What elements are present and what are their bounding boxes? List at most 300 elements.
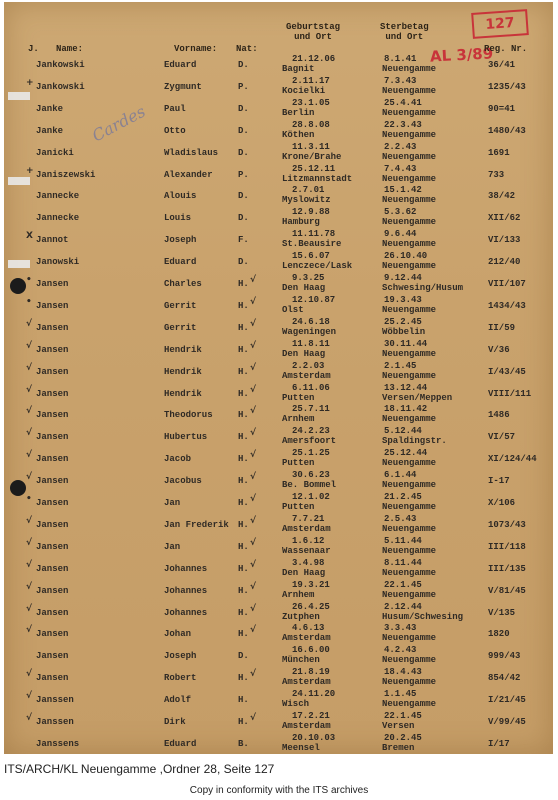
- first-name-cell: Eduard: [164, 60, 197, 70]
- surname-cell: Janicki: [36, 147, 74, 158]
- birth-place-cell: Olst: [282, 304, 304, 315]
- table-row: [4, 732, 553, 754]
- birth-place-cell: Putten: [282, 502, 315, 512]
- margin-mark: √: [26, 318, 33, 329]
- header-registration: Reg. Nr.: [484, 44, 528, 54]
- death-date-cell: 5.11.44: [384, 535, 422, 546]
- death-date-cell: 8.11.44: [384, 557, 422, 568]
- birth-date-cell: 12.1.02: [292, 492, 330, 502]
- surname-cell: Janke: [36, 125, 64, 136]
- nationality-cell: D.: [238, 103, 249, 114]
- header-nationality: Nat:: [236, 44, 258, 54]
- death-date-cell: 6.1.44: [384, 470, 417, 481]
- surname-cell: Janiszewski: [36, 169, 96, 180]
- birth-place-cell: Wisch: [282, 699, 310, 710]
- nationality-cell: F.: [238, 235, 249, 246]
- death-date-cell: 22.1.45: [384, 579, 422, 590]
- table-row: [4, 579, 553, 608]
- first-name-cell: Johan: [164, 629, 192, 640]
- first-name-cell: Gerrit: [164, 300, 197, 311]
- birth-date-cell: 17.2.21: [292, 711, 330, 721]
- first-name-cell: Eduard: [164, 738, 197, 749]
- death-place-cell: Husum/Schwesing: [382, 611, 464, 622]
- birth-date-cell: 16.6.00: [292, 645, 330, 656]
- first-name-cell: Alouis: [164, 191, 197, 202]
- registration-cell: VI/133: [488, 235, 521, 246]
- registration-cell: V/36: [488, 344, 510, 355]
- margin-mark: √: [26, 713, 33, 723]
- margin-mark: √: [26, 669, 33, 680]
- registration-cell: 1486: [488, 410, 510, 421]
- copyright-note: Copy in conformity with the ITS archives: [189, 785, 369, 796]
- birth-place-cell: Myslowitz: [282, 195, 331, 206]
- margin-mark: •: [26, 275, 32, 285]
- birth-date-cell: 21.8.19: [292, 667, 330, 678]
- death-date-cell: 2.2.43: [384, 141, 417, 152]
- birth-place-cell: Den Haag: [282, 348, 326, 359]
- birth-place-cell: Den Haag: [282, 283, 326, 293]
- nationality-cell: H.: [238, 717, 249, 727]
- registration-cell: XII/62: [488, 213, 521, 224]
- death-date-cell: 15.1.42: [384, 185, 422, 196]
- birth-date-cell: 24.2.23: [292, 426, 330, 437]
- birth-date-cell: 15.6.07: [292, 251, 330, 262]
- surname-cell: Jansen: [36, 498, 69, 508]
- pencil-annotation: Cardes: [88, 101, 149, 146]
- surname-cell: Jansen: [36, 607, 69, 618]
- death-place-cell: Neuengamme: [382, 567, 437, 578]
- margin-mark: √: [26, 625, 33, 636]
- header-name: Name:: [56, 44, 84, 54]
- margin-mark: √: [26, 537, 33, 548]
- death-place-cell: Neuengamme: [382, 414, 437, 425]
- table-row: [4, 316, 553, 345]
- header-birth: Geburtstag und Ort: [286, 22, 341, 42]
- first-name-cell: Charles: [164, 279, 202, 289]
- birth-date-cell: 6.11.06: [292, 382, 330, 393]
- margin-mark: √: [26, 384, 33, 395]
- check-mark: √: [250, 406, 257, 417]
- death-place-cell: Neuengamme: [382, 677, 437, 688]
- margin-mark: X: [26, 231, 33, 242]
- table-row: [4, 711, 553, 739]
- death-place-cell: Neuengamme: [382, 217, 437, 228]
- registration-cell: 999/43: [488, 651, 521, 662]
- nationality-cell: H.: [238, 476, 249, 487]
- table-row: [4, 294, 553, 323]
- first-name-cell: Otto: [164, 125, 186, 136]
- surname-cell: Jansen: [36, 388, 69, 399]
- death-date-cell: 18.4.43: [384, 667, 422, 678]
- death-date-cell: 30.11.44: [384, 338, 428, 349]
- first-name-cell: Jan: [164, 498, 181, 508]
- margin-mark: √: [26, 515, 33, 526]
- death-date-cell: 8.1.41: [384, 54, 417, 64]
- registration-cell: X/106: [488, 498, 516, 508]
- first-name-cell: Joseph: [164, 235, 197, 246]
- death-place-cell: Neuengamme: [382, 699, 437, 710]
- nationality-cell: H.: [238, 563, 249, 574]
- table-row: [4, 251, 553, 279]
- birth-date-cell: 11.8.11: [292, 338, 330, 349]
- death-date-cell: 22.1.45: [384, 711, 422, 721]
- death-place-cell: Versen: [382, 721, 415, 731]
- birth-date-cell: 25.12.11: [292, 163, 336, 174]
- table-row: [4, 141, 553, 170]
- birth-place-cell: Arnhem: [282, 589, 315, 600]
- surname-cell: Jansen: [36, 279, 69, 289]
- surname-cell: Janke: [36, 103, 64, 114]
- check-mark: √: [250, 713, 257, 723]
- check-mark: √: [250, 318, 257, 329]
- margin-mark: √: [26, 691, 33, 702]
- nationality-cell: H.: [238, 585, 249, 596]
- death-date-cell: 9.12.44: [384, 273, 422, 283]
- death-place-cell: Neuengamme: [382, 195, 437, 206]
- surname-cell: Jansen: [36, 476, 69, 487]
- birth-place-cell: Köthen: [282, 129, 315, 140]
- birth-place-cell: Litzmannstadt: [282, 173, 353, 184]
- table-row: [4, 360, 553, 389]
- table-row: [4, 535, 553, 564]
- birth-date-cell: 19.3.21: [292, 579, 330, 590]
- surname-cell: Jansen: [36, 585, 69, 596]
- margin-mark: √: [26, 428, 33, 439]
- first-name-cell: Hendrik: [164, 388, 202, 399]
- death-place-cell: Neuengamme: [382, 129, 437, 140]
- birth-date-cell: 11.3.11: [292, 141, 330, 152]
- surname-cell: Janssen: [36, 695, 74, 706]
- margin-mark: +: [26, 77, 34, 88]
- registration-cell: 36/41: [488, 60, 516, 70]
- first-name-cell: Robert: [164, 673, 197, 684]
- registration-cell: 1434/43: [488, 300, 526, 311]
- table-row: [4, 645, 553, 673]
- death-date-cell: 9.6.44: [384, 229, 417, 240]
- birth-date-cell: 24.11.20: [292, 689, 336, 700]
- table-row: [4, 273, 553, 301]
- registration-cell: V/81/45: [488, 585, 526, 596]
- first-name-cell: Wladislaus: [164, 147, 219, 158]
- birth-date-cell: 11.11.78: [292, 229, 336, 240]
- surname-cell: Jansen: [36, 651, 69, 662]
- death-date-cell: 20.2.45: [384, 732, 422, 743]
- birth-date-cell: 9.3.25: [292, 273, 325, 283]
- table-row: [4, 207, 553, 235]
- birth-date-cell: 28.8.08: [292, 119, 330, 130]
- surname-cell: Jansen: [36, 344, 69, 355]
- table-row: [4, 623, 553, 651]
- first-name-cell: Adolf: [164, 695, 192, 706]
- birth-place-cell: Lenczece/Lask: [282, 261, 353, 272]
- first-name-cell: Joseph: [164, 651, 197, 662]
- page-number-box: 127: [471, 9, 529, 39]
- death-date-cell: 19.3.43: [384, 294, 422, 305]
- death-date-cell: 1.1.45: [384, 689, 417, 700]
- table-row: [4, 382, 553, 411]
- death-date-cell: 22.3.43: [384, 119, 422, 130]
- birth-place-cell: Krone/Brahe: [282, 151, 342, 162]
- registration-cell: 1691: [488, 147, 510, 158]
- header-number: J.: [28, 44, 39, 54]
- table-row: [4, 229, 553, 257]
- nationality-cell: H.: [238, 695, 249, 706]
- first-name-cell: Hendrik: [164, 344, 202, 355]
- table-row: [4, 492, 553, 520]
- registration-cell: III/118: [488, 541, 526, 552]
- death-place-cell: Neuengamme: [382, 64, 437, 74]
- first-name-cell: Gerrit: [164, 322, 197, 333]
- birth-place-cell: Putten: [282, 458, 315, 469]
- surname-cell: Jansen: [36, 629, 69, 640]
- birth-place-cell: Den Haag: [282, 567, 326, 578]
- archive-stamp: AL 3/89: [429, 44, 494, 66]
- margin-mark: •: [26, 494, 32, 504]
- nationality-cell: D.: [238, 213, 249, 224]
- birth-date-cell: 3.4.98: [292, 557, 325, 568]
- death-place-cell: Neuengamme: [382, 173, 437, 184]
- death-place-cell: Neuengamme: [382, 655, 437, 666]
- death-date-cell: 25.12.44: [384, 448, 428, 459]
- death-date-cell: 13.12.44: [384, 382, 428, 393]
- surname-cell: Jansen: [36, 366, 69, 377]
- check-mark: √: [250, 472, 257, 483]
- first-name-cell: Johannes: [164, 563, 208, 574]
- registration-cell: 1820: [488, 629, 510, 640]
- nationality-cell: D.: [238, 60, 249, 70]
- birth-place-cell: Putten: [282, 392, 315, 403]
- surname-cell: Jannecke: [36, 213, 80, 224]
- margin-mark: √: [26, 406, 33, 417]
- margin-mark: √: [26, 603, 33, 614]
- nationality-cell: D.: [238, 257, 249, 268]
- nationality-cell: H.: [238, 279, 249, 289]
- margin-mark: •: [26, 296, 32, 307]
- death-place-cell: Neuengamme: [382, 261, 437, 272]
- birth-date-cell: 12.10.87: [292, 294, 336, 305]
- check-mark: √: [250, 515, 257, 526]
- nationality-cell: P.: [238, 81, 249, 92]
- death-place-cell: Schwesing/Husum: [382, 283, 464, 293]
- registration-cell: 854/42: [488, 673, 521, 684]
- nationality-cell: D.: [238, 125, 249, 136]
- first-name-cell: Jacob: [164, 454, 192, 465]
- death-date-cell: 5.12.44: [384, 426, 422, 437]
- surname-cell: Janssens: [36, 738, 80, 749]
- surname-cell: Jannot: [36, 235, 69, 246]
- birth-place-cell: Amsterdam: [282, 523, 331, 534]
- first-name-cell: Jan: [164, 541, 181, 552]
- surname-cell: Janssen: [36, 717, 74, 727]
- surname-cell: Jansen: [36, 410, 69, 421]
- surname-cell: Jankowski: [36, 81, 85, 92]
- birth-date-cell: 26.4.25: [292, 601, 330, 612]
- nationality-cell: D.: [238, 191, 249, 202]
- birth-date-cell: 25.1.25: [292, 448, 330, 459]
- birth-place-cell: Wageningen: [282, 326, 337, 337]
- nationality-cell: H.: [238, 673, 249, 684]
- table-row: [4, 557, 553, 586]
- nationality-cell: H.: [238, 432, 249, 443]
- registration-cell: VIII/111: [488, 388, 532, 399]
- surname-cell: Jansen: [36, 673, 69, 684]
- birth-place-cell: Amsterdam: [282, 633, 331, 644]
- death-place-cell: Neuengamme: [382, 633, 437, 644]
- first-name-cell: Johannes: [164, 607, 208, 618]
- birth-date-cell: 12.9.88: [292, 207, 330, 218]
- table-row: [4, 513, 553, 542]
- check-mark: √: [250, 384, 257, 395]
- table-row: [4, 470, 553, 498]
- death-place-cell: Neuengamme: [382, 545, 437, 556]
- check-mark: √: [250, 362, 257, 373]
- check-mark: √: [250, 669, 257, 680]
- table-row: [4, 338, 553, 367]
- death-place-cell: Neuengamme: [382, 348, 437, 359]
- first-name-cell: Eduard: [164, 257, 197, 268]
- check-mark: √: [250, 603, 257, 614]
- nationality-cell: H.: [238, 519, 249, 530]
- nationality-cell: H.: [238, 300, 249, 311]
- surname-cell: Jansen: [36, 454, 69, 465]
- nationality-cell: H.: [238, 410, 249, 421]
- nationality-cell: D.: [238, 147, 249, 158]
- margin-mark: √: [26, 559, 33, 570]
- death-date-cell: 25.4.41: [384, 97, 422, 108]
- death-date-cell: 2.5.43: [384, 513, 417, 524]
- check-mark: √: [250, 625, 257, 636]
- header-death: Sterbetag und Ort: [380, 22, 429, 42]
- check-mark: √: [250, 296, 257, 307]
- first-name-cell: Alexander: [164, 169, 213, 180]
- margin-mark: √: [26, 362, 33, 373]
- first-name-cell: Hubertus: [164, 432, 208, 443]
- table-row: [4, 163, 553, 192]
- registration-cell: III/135: [488, 563, 526, 574]
- first-name-cell: Jan Frederik: [164, 519, 229, 530]
- margin-mark: √: [26, 340, 33, 351]
- registration-cell: I-17: [488, 476, 510, 487]
- death-place-cell: Neuengamme: [382, 480, 437, 491]
- nationality-cell: D.: [238, 651, 249, 662]
- registration-cell: 90=41: [488, 103, 516, 114]
- registration-cell: XI/124/44: [488, 454, 537, 465]
- margin-mark: √: [26, 472, 33, 483]
- birth-date-cell: 21.12.06: [292, 54, 336, 64]
- birth-place-cell: Amsterdam: [282, 677, 331, 688]
- registration-cell: I/17: [488, 738, 510, 749]
- birth-date-cell: 23.1.05: [292, 97, 330, 108]
- death-date-cell: 7.3.43: [384, 75, 417, 86]
- check-mark: √: [250, 428, 257, 439]
- first-name-cell: Paul: [164, 103, 186, 114]
- death-place-cell: Bremen: [382, 742, 415, 753]
- surname-cell: Jansen: [36, 519, 69, 530]
- registration-cell: 38/42: [488, 191, 516, 202]
- death-place-cell: Neuengamme: [382, 151, 437, 162]
- margin-mark: √: [26, 450, 33, 461]
- nationality-cell: H.: [238, 388, 249, 399]
- birth-place-cell: Meensel: [282, 742, 320, 753]
- birth-date-cell: 30.6.23: [292, 470, 330, 481]
- margin-mark: √: [26, 581, 33, 592]
- birth-place-cell: Be. Bommel: [282, 480, 337, 491]
- birth-date-cell: 24.6.18: [292, 316, 330, 327]
- surname-cell: Jansen: [36, 563, 69, 574]
- birth-date-cell: 1.6.12: [292, 535, 325, 546]
- header-first-name: Vorname:: [174, 44, 218, 54]
- table-row: [4, 185, 553, 213]
- death-place-cell: Spaldingstr.: [382, 436, 447, 447]
- registration-cell: V/135: [488, 607, 516, 618]
- nationality-cell: H.: [238, 607, 249, 618]
- nationality-cell: H.: [238, 344, 249, 355]
- nationality-cell: H.: [238, 322, 249, 333]
- birth-place-cell: Amsterdam: [282, 370, 331, 381]
- death-date-cell: 7.4.43: [384, 163, 417, 174]
- death-place-cell: Wöbbelin: [382, 326, 426, 337]
- registration-cell: VII/107: [488, 279, 526, 289]
- margin-mark: +: [26, 165, 34, 176]
- birth-place-cell: St.Beausire: [282, 239, 342, 250]
- table-row: [4, 689, 553, 717]
- death-date-cell: 4.2.43: [384, 645, 417, 656]
- first-name-cell: Jacobus: [164, 476, 202, 487]
- registration-cell: 1235/43: [488, 81, 526, 92]
- birth-place-cell: Arnhem: [282, 414, 315, 425]
- birth-place-cell: Kocielki: [282, 85, 326, 96]
- nationality-cell: H.: [238, 541, 249, 552]
- check-mark: √: [250, 494, 257, 504]
- birth-date-cell: 20.10.03: [292, 732, 336, 743]
- registration-cell: 1480/43: [488, 125, 526, 136]
- check-mark: √: [250, 559, 257, 570]
- archive-reference: ITS/ARCH/KL Neuengamme ,Ordner 28, Seite 127: [4, 762, 275, 776]
- birth-date-cell: 25.7.11: [292, 404, 330, 415]
- surname-cell: Jannecke: [36, 191, 80, 202]
- surname-cell: Jankowski: [36, 60, 85, 70]
- surname-cell: Jansen: [36, 300, 69, 311]
- table-row: [4, 426, 553, 454]
- death-date-cell: 21.2.45: [384, 492, 422, 502]
- birth-place-cell: Zutphen: [282, 611, 320, 622]
- death-place-cell: Neuengamme: [382, 458, 437, 469]
- nationality-cell: P.: [238, 169, 249, 180]
- birth-place-cell: Amsterdam: [282, 721, 331, 731]
- death-date-cell: 2.12.44: [384, 601, 422, 612]
- registration-cell: 212/40: [488, 257, 521, 268]
- death-date-cell: 25.2.45: [384, 316, 422, 327]
- surname-cell: Janowski: [36, 257, 80, 268]
- nationality-cell: H.: [238, 498, 249, 508]
- registration-cell: 733: [488, 169, 505, 180]
- birth-date-cell: 2.2.03: [292, 360, 325, 371]
- table-row: [4, 404, 553, 432]
- death-date-cell: 2.1.45: [384, 360, 417, 371]
- first-name-cell: Louis: [164, 213, 192, 224]
- death-date-cell: 26.10.40: [384, 251, 428, 262]
- birth-date-cell: 4.6.13: [292, 623, 325, 634]
- birth-date-cell: 2.7.01: [292, 185, 325, 196]
- death-place-cell: Neuengamme: [382, 85, 437, 96]
- registration-cell: II/59: [488, 322, 516, 333]
- first-name-cell: Theodorus: [164, 410, 213, 421]
- death-place-cell: Neuengamme: [382, 239, 437, 250]
- death-place-cell: Neuengamme: [382, 502, 437, 512]
- birth-date-cell: 7.7.21: [292, 513, 325, 524]
- first-name-cell: Dirk: [164, 717, 186, 727]
- scanned-document: [4, 2, 553, 754]
